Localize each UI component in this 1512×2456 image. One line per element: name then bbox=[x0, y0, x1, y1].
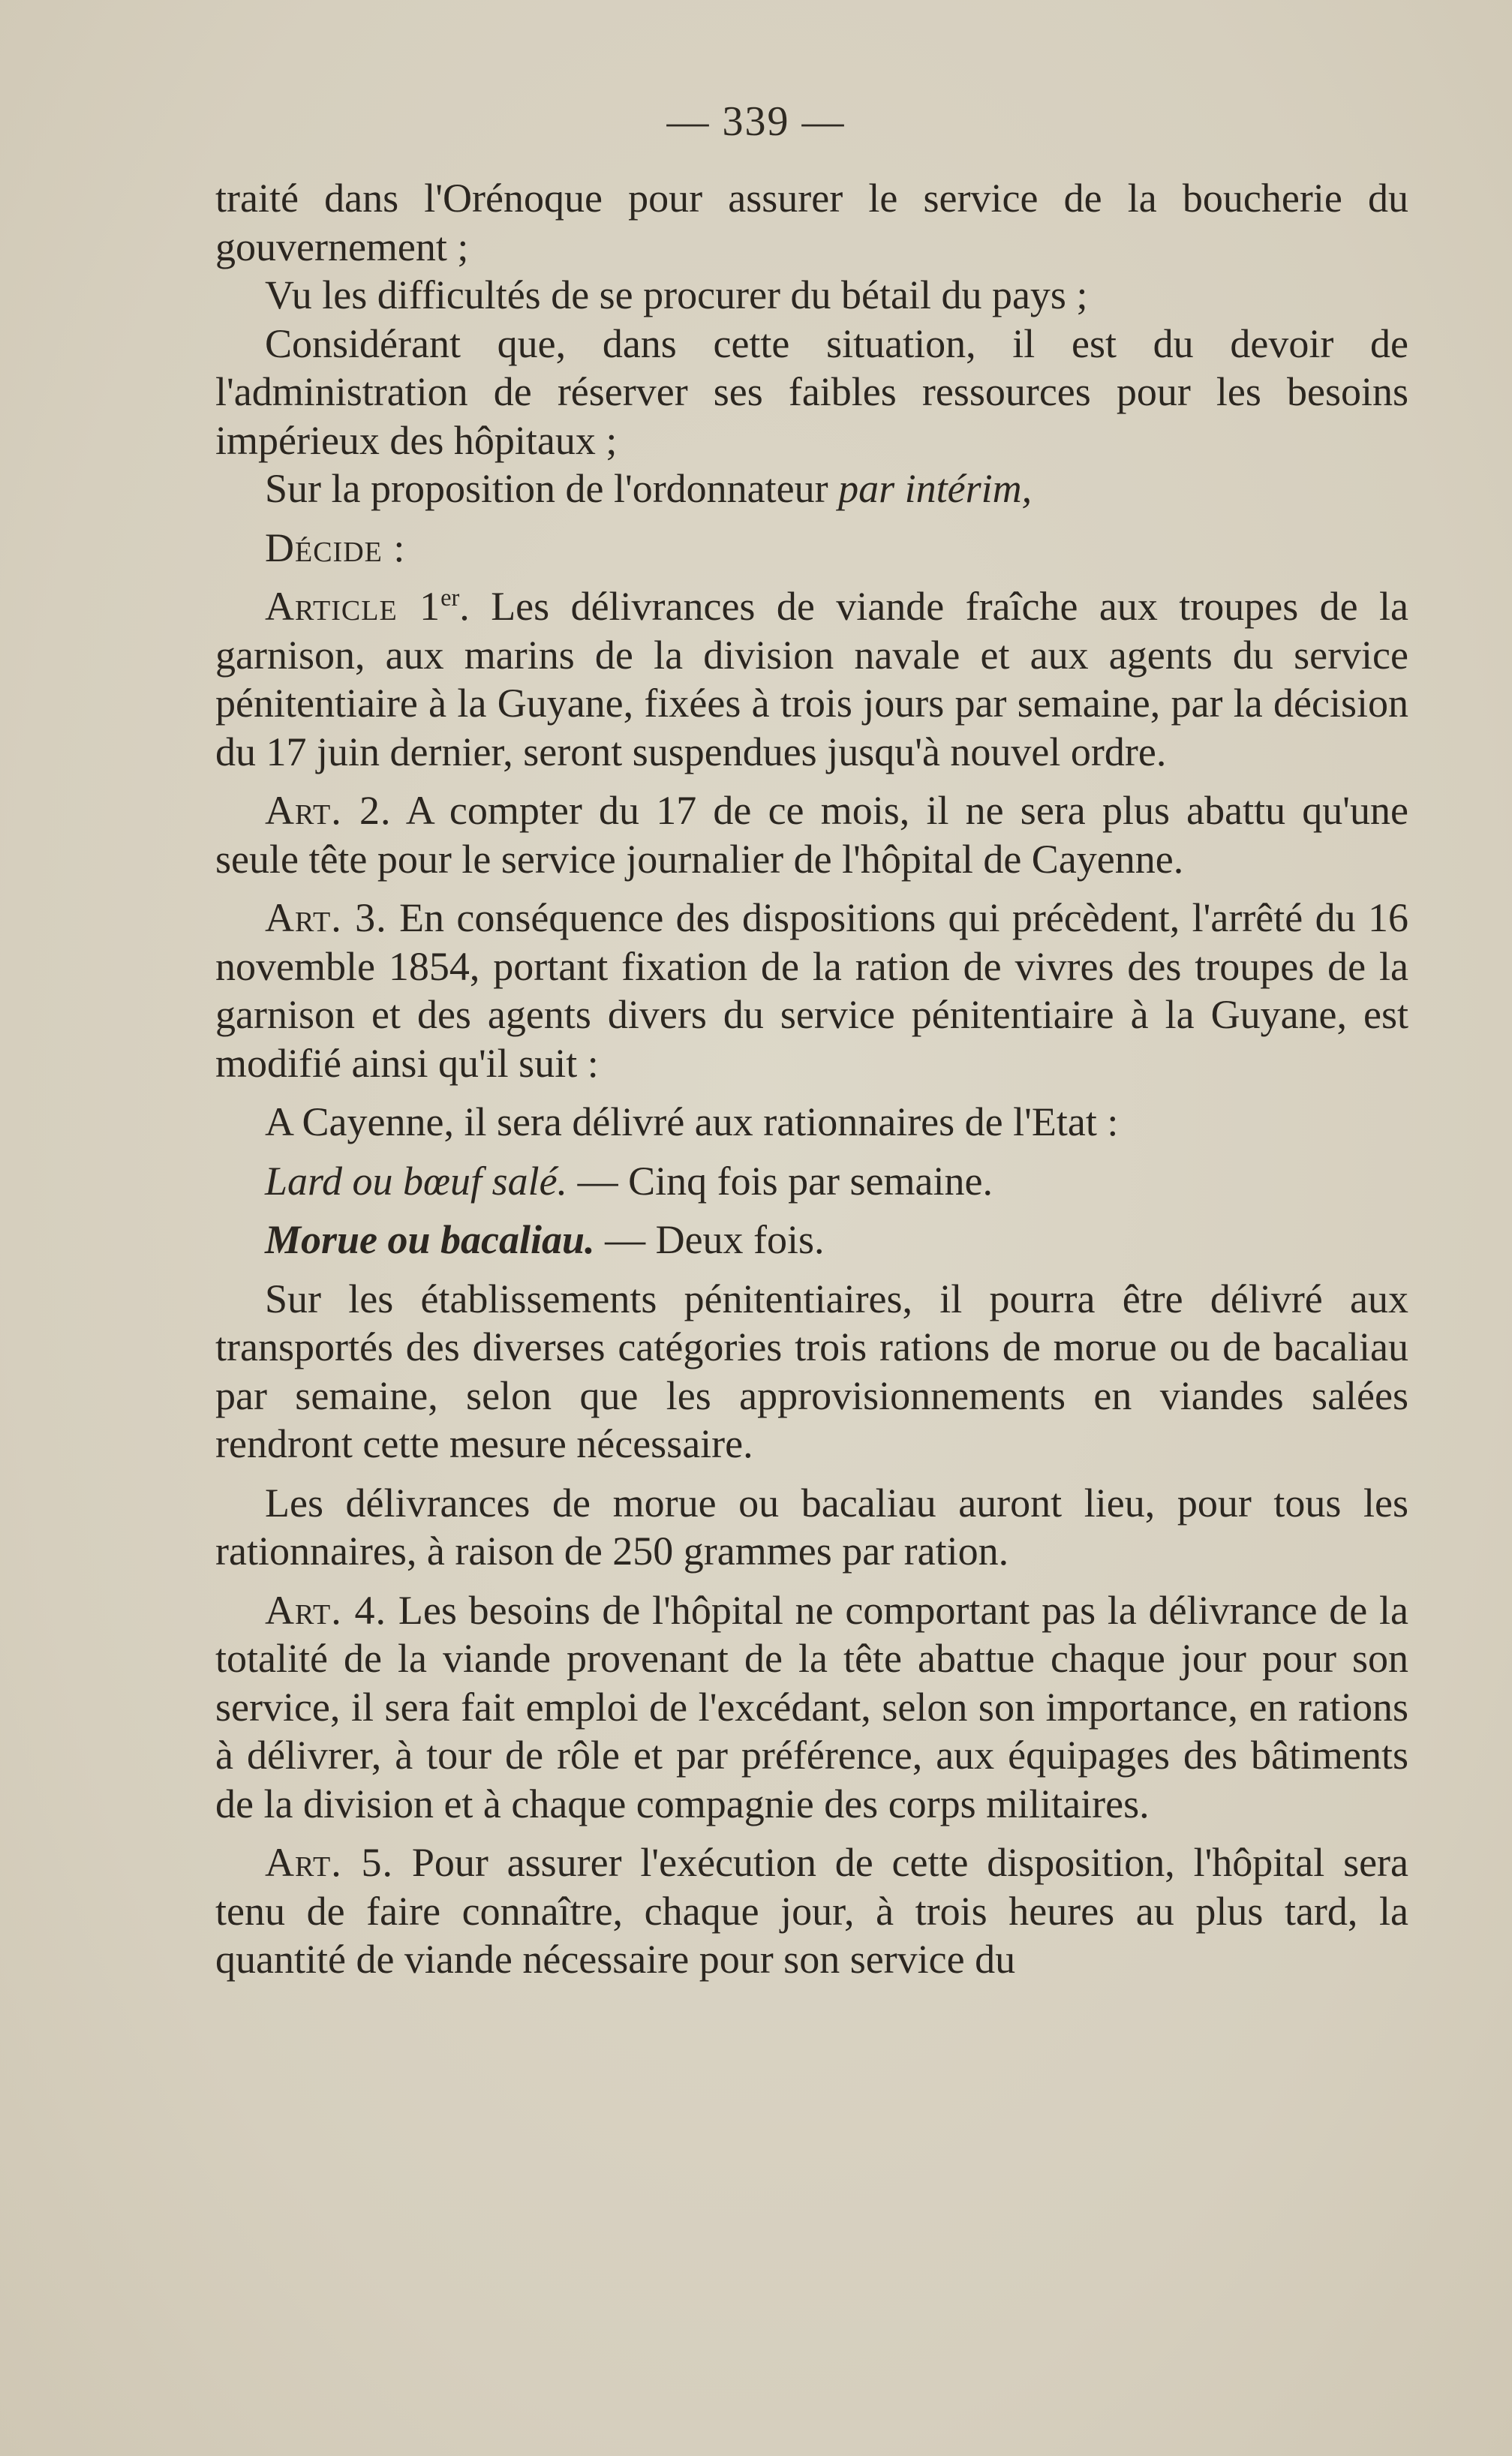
paragraph-etablissements: Sur les établissements pénitentiaires, il pourra être délivré aux transportés des diverses catégories trois rations de morue ou de bacaliau par semaine, selon que les approvisionnements en viandes salées rendront cette mesure nécessaire. bbox=[215, 1276, 1408, 1466]
article-2-label: Art. 2. bbox=[265, 788, 392, 833]
morue-text: — Deux fois. bbox=[605, 1217, 825, 1262]
article-2 bbox=[215, 786, 1408, 883]
paragraph-continuation: traité dans l'Orénoque pour assurer le service de la boucherie du gouvernement ; bbox=[215, 176, 1408, 269]
article-2-text: A compter du 17 de ce mois, il ne sera plus abattu qu'une seule tête pour le service journalier de l'hôpital de Cayenne. bbox=[215, 788, 1408, 882]
paragraph-cayenne: A Cayenne, il sera délivré aux rationnaires de l'Etat : bbox=[265, 1099, 1119, 1144]
proposition-italic: par intérim, bbox=[838, 466, 1033, 511]
paragraph-lard bbox=[215, 1157, 1408, 1206]
article-4 bbox=[215, 1586, 1408, 1829]
article-1-sup: er bbox=[440, 585, 460, 612]
article-1-text: . Les délivrances de viande fraîche aux troupes de la garnison, aux marins de la division navale et aux agents du service pénitentiaire à la Guyane, fixées à trois jours par semaine, par la décision du 17 juin dernier, seront suspendues jusqu'à nouvel ordre. bbox=[215, 584, 1408, 774]
article-5 bbox=[215, 1838, 1408, 1984]
paragraph-morue bbox=[215, 1216, 1408, 1264]
proposition-text: Sur la proposition de l'ordonnateur bbox=[265, 466, 828, 511]
article-1-label: Article 1 bbox=[265, 584, 441, 629]
article-3-text: En conséquence des dispositions qui précèdent, l'arrêté du 16 novemble 1854, portant fixation de la ration de vivres des troupes de la garnison et des agents divers du service pénitentiaire à la Guyane, est modifié ainsi qu'il suit : bbox=[215, 895, 1409, 1086]
article-4-text: Les besoins de l'hôpital ne comportant pas la délivrance de la totalité de la viande provenant de la tête abattue chaque jour pour son service, il sera fait emploi de l'excédant, selon son importance, en rations à délivrer, à tour de rôle et par préférence, aux équipages des bâtiments de la division et à chaque compagnie des corps militaires. bbox=[215, 1587, 1409, 1826]
article-3-label: Art. 3. bbox=[265, 895, 387, 940]
paragraph-considerant: Considérant que, dans cette situation, il est du devoir de l'administration de réserver ses faibles ressources pour les besoins impérieux des hôpitaux ; bbox=[215, 320, 1408, 463]
paragraph-vu: Vu les difficultés de se procurer du bétail du pays ; bbox=[265, 272, 1088, 317]
decide-heading: Décide : bbox=[265, 525, 406, 570]
morue-italic: Morue ou bacaliau. bbox=[265, 1217, 595, 1262]
lard-text: — Cinq fois par semaine. bbox=[577, 1158, 993, 1204]
paragraph-proposition bbox=[215, 464, 1408, 513]
paragraph-delivrances: Les délivrances de morue ou bacaliau auront lieu, pour tous les rationnaires, à raison de 250 grammes par ration. bbox=[215, 1480, 1408, 1574]
article-1 bbox=[215, 582, 1408, 776]
body-text bbox=[215, 174, 1408, 1984]
lard-italic: Lard ou bœuf salé. bbox=[265, 1158, 568, 1204]
article-4-label: Art. 4. bbox=[265, 1587, 387, 1633]
article-3 bbox=[215, 894, 1408, 1087]
article-5-label: Art. 5. bbox=[265, 1840, 394, 1885]
page-number: — 339 — bbox=[666, 98, 846, 145]
article-5-text: Pour assurer l'exécution de cette disposition, l'hôpital sera tenu de faire connaître, chaque jour, à trois heures au plus tard, la quantité de viande nécessaire pour son service du bbox=[215, 1840, 1408, 1982]
